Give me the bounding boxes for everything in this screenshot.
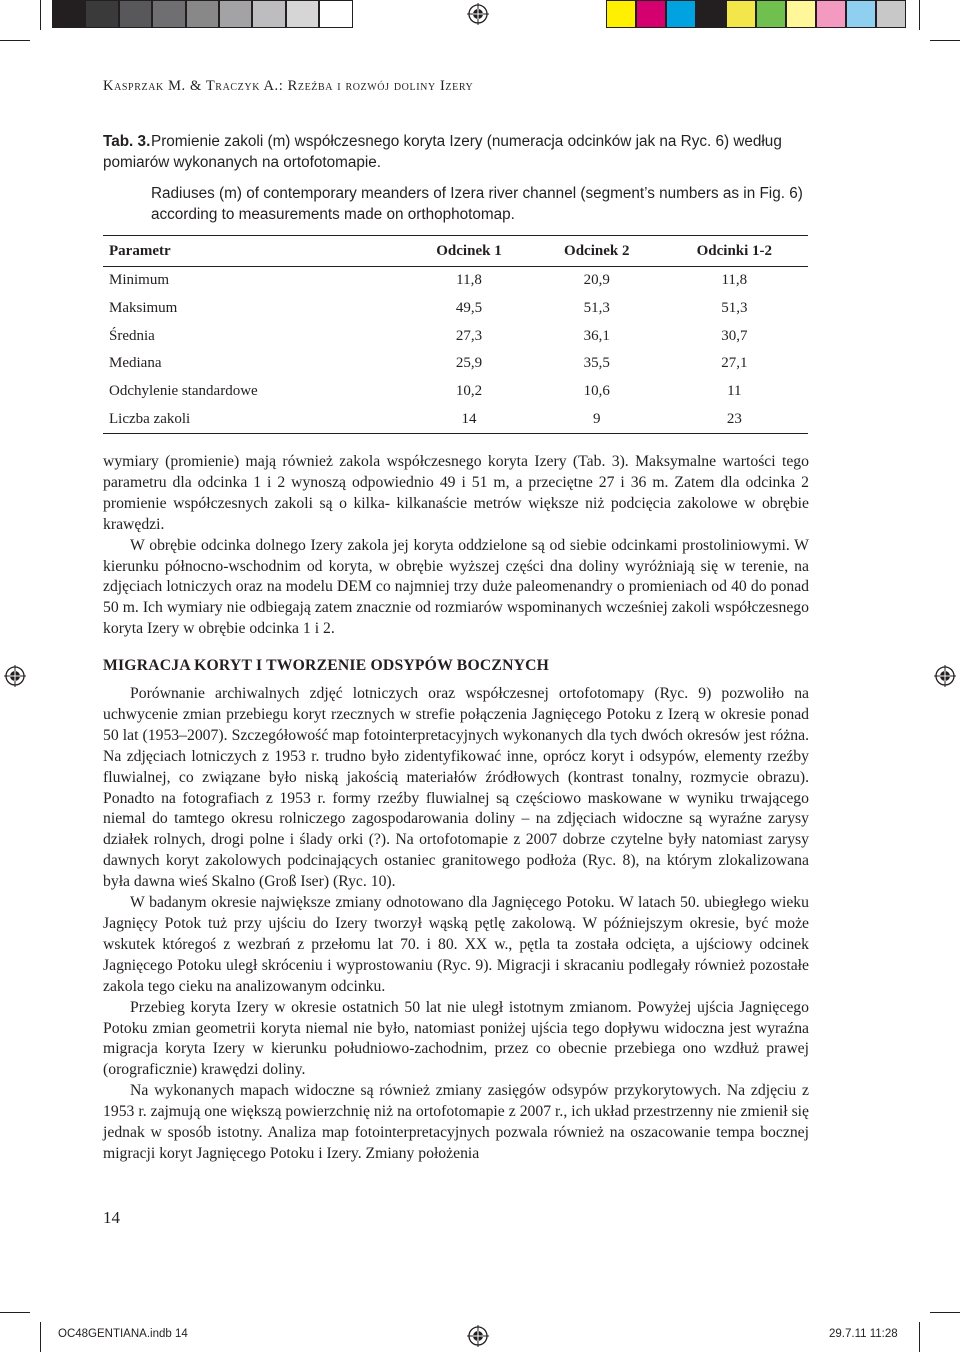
- table-cell: 51,3: [583, 300, 610, 317]
- table-cell: 10,6: [583, 383, 610, 400]
- table-row: [103, 378, 808, 406]
- color-swatch: [756, 0, 786, 28]
- paragraph: W badanym okresie największe zmiany odnotowano dla Jagnięcego Potoku. W latach 50. ubiegłego wieku Jagnięcy Potok tuż przy ujściu do Izery tworzył wąską pętlę zakolową. W późniejszym okresie, być może wskutek któregoś z wezbrań z przełomu lat 70. i 80. XX w., pętla ta została odcięta, a ujściowy odcinek Jagnięcego Potoku uległ skróceniu i wyprostowaniu (Ryc. 9). Migracji i skracaniu podlegały również pozostałe zakola tego cieku na analizowanym odcinku.: [103, 894, 809, 995]
- crop-mark: [0, 1312, 30, 1313]
- color-swatch: [606, 0, 636, 28]
- paragraph: wymiary (promienie) mają również zakola współczesnego koryta Izery (Tab. 3). Maksymalne wartości tego parametru dla odcinka 1 i 2 wynoszą odpowiednio 49 i 51 m, a przeciętne 27 i 36 m. Zatem dla odcinka 2 promienie współczesnych zakoli są o kilka- kilkanaście metrów większe niż podcięcia zakolowe w obrębie krawędzi.: [103, 453, 809, 533]
- table-row: [103, 295, 808, 323]
- table-cell: 10,2: [455, 383, 483, 400]
- color-swatch: [219, 0, 252, 28]
- column-header: Odcinek 1: [405, 236, 533, 267]
- crop-mark: [40, 0, 41, 30]
- color-swatch: [636, 0, 666, 28]
- color-swatch: [876, 0, 906, 28]
- color-swatch: [252, 0, 285, 28]
- table-cell: 35,5: [583, 355, 610, 372]
- page-number: 14: [103, 1208, 120, 1227]
- table-caption-english: Radiuses (m) of contemporary meanders of Izera river channel (segment’s numbers as in Fig. 6) according to measurements made on orthophotomap.: [151, 185, 803, 223]
- color-swatch: [786, 0, 816, 28]
- table-row: [103, 405, 808, 433]
- body-text-top: [103, 452, 809, 640]
- table-cell: 14: [405, 405, 533, 433]
- crop-mark: [919, 0, 920, 30]
- table-cell: 27,1: [721, 355, 748, 372]
- crop-mark: [930, 40, 960, 41]
- table-cell: Maksimum: [109, 300, 178, 317]
- table-header-row: [103, 236, 808, 267]
- paragraph: Przebieg koryta Izery w okresie ostatnich 50 lat nie uległ istotnym zmianom. Powyżej ujścia Jagnięcego Potoku zmian geometrii koryta niemal nie było, natomiast poniżej ujścia tego dopływu widoczna jest wyraźna migracja koryta Izery w kierunku południowo-zachodnim, przez co obecnie przebiega ono wzdłuż prawej (orograficznie) krawędzi doliny.: [103, 998, 809, 1079]
- color-calibration-bar: [606, 0, 906, 30]
- table-cell: 11,8: [721, 272, 748, 289]
- table-cell: Odchylenie standardowe: [109, 383, 258, 400]
- table-cell: 30,7: [721, 327, 748, 344]
- table-cell: 11: [727, 383, 742, 400]
- color-swatch: [726, 0, 756, 28]
- body-text-section: [103, 684, 809, 1165]
- paragraph: Na wykonanych mapach widoczne są również zmiany zasięgów odsypów przykorytowych. Na zdjęciu z 1953 r. zajmują one większą powierzchnię niż na ortofotomapie z 2007 r., ich układ przestrzenny nie zmienił się jednak w sposób istotny. Analiza map fotointerpretacyjnych pozwala również na oszacowanie tempa bocznej migracji koryt Jagnięcego Potoku i Izery. Zmiany położenia: [103, 1082, 809, 1162]
- crop-mark: [930, 1312, 960, 1313]
- color-swatch: [186, 0, 219, 28]
- data-table: [103, 235, 808, 434]
- table-cell: 25,9: [455, 355, 483, 372]
- grayscale-calibration-bar: [52, 0, 353, 30]
- table-cell: 27,3: [455, 327, 483, 344]
- column-header: Parametr: [103, 236, 405, 267]
- slug-date: 29.7.11 11:28: [829, 1328, 898, 1340]
- slug-file-name: OC48GENTIANA.indb 14: [58, 1328, 188, 1340]
- table-label: Tab. 3.: [103, 133, 151, 150]
- table-row: [103, 350, 808, 378]
- paragraph: Porównanie archiwalnych zdjęć lotniczych oraz współczesnej ortofotomapy (Ryc. 9) pozwoliło na uchwycenie zmian przebiegu koryt rzecznych w strefie połączenia Jagnięcego Potoku z Izerą w okresie ponad 50 lat (1953–2007). Szczegółowość map fotointerpretacyjnych wykonanych dla tych dwóch okresów jest różna. Na zdjęciach lotniczych z 1953 r. trudno było zidentyfikować inne, oprócz koryt i odsypów, elementy rzeźby fluwialnej, co związane było niską jakością materiałów źródłowych (kontrast tonalny, rozmycie obrazu). Ponadto na fotografiach z 1953 r. formy rzeźby fluwialnej są częściowo maskowane w wyniku trwającego niemal do tamtego okresu rolniczego zagospodarowania doliny – na zdjęciach widoczne są wyraźne zarysy działek rolnych, drogi polne i ślady orki (?). Na ortofotomapie z 2007 dobrze czytelne były natomiast zarysy dawnych koryt zakolowych podcinających ostaniec granitowego podłoża (Ryc. 8), na którym zlokalizowana była dawna wieś Skalno (Groß Iser) (Ryc. 10).: [103, 685, 809, 891]
- color-swatch: [119, 0, 152, 28]
- color-swatch: [286, 0, 319, 28]
- column-header: Odcinki 1-2: [661, 236, 808, 267]
- column-header: Odcinek 2: [533, 236, 661, 267]
- color-swatch: [816, 0, 846, 28]
- table-cell: 23: [661, 405, 808, 433]
- table-cell: 51,3: [721, 300, 748, 317]
- table-cell: Średnia: [109, 327, 155, 344]
- color-swatch: [846, 0, 876, 28]
- section-heading: MIGRACJA KORYT I TWORZENIE ODSYPÓW BOCZNYCH: [103, 657, 550, 674]
- table-cell: Mediana: [109, 355, 162, 372]
- color-swatch: [319, 0, 352, 28]
- crop-mark: [919, 1322, 920, 1352]
- running-head: Kasprzak M. & Traczyk A.: Rzeźba i rozwój doliny Izery: [103, 78, 474, 94]
- paragraph: W obrębie odcinka dolnego Izery zakola jej koryta oddzielone są od siebie odcinkami prostoliniowymi. W kierunku północno-wschodnim od koryta, w obrębie wyższej części dna doliny wyróżniają się w terenie, na zdjęciach lotniczych oraz na modelu DEM co najmniej trzy duże paleomenandry o promieniach od 40 do ponad 50 m. Ich wymiary nie odbiegają zatem znacznie od rozmiarów wspominanych wcześniej zakoli współczesnego koryta Izery w obrębie odcinka 1 i 2.: [103, 536, 809, 638]
- table-cell: Liczba zakoli: [103, 405, 405, 433]
- table-cell: 36,1: [583, 327, 610, 344]
- registration-mark-right-icon: [934, 665, 956, 687]
- crop-mark: [0, 40, 30, 41]
- table-row: [103, 322, 808, 350]
- crop-mark: [40, 1322, 41, 1352]
- table-cell: 11,8: [456, 272, 482, 289]
- registration-mark-bottom-icon: [467, 1325, 489, 1347]
- color-swatch: [152, 0, 185, 28]
- table-cell: 49,5: [455, 300, 483, 317]
- table-cell: 9: [533, 405, 661, 433]
- registration-mark-left-icon: [4, 665, 26, 687]
- caption-polish-text: Promienie zakoli (m) współczesnego koryta Izery (numeracja odcinków jak na Ryc. 6) według pomiarów wykonanych na ortofotomapie.: [103, 133, 782, 171]
- color-swatch: [696, 0, 726, 28]
- color-swatch: [666, 0, 696, 28]
- registration-mark-top-icon: [467, 3, 489, 25]
- table-cell: Minimum: [109, 272, 170, 289]
- table-caption-polish: [103, 131, 803, 173]
- table-row: [103, 267, 808, 295]
- color-swatch: [52, 0, 85, 28]
- table-cell: 20,9: [583, 272, 610, 289]
- color-swatch: [85, 0, 118, 28]
